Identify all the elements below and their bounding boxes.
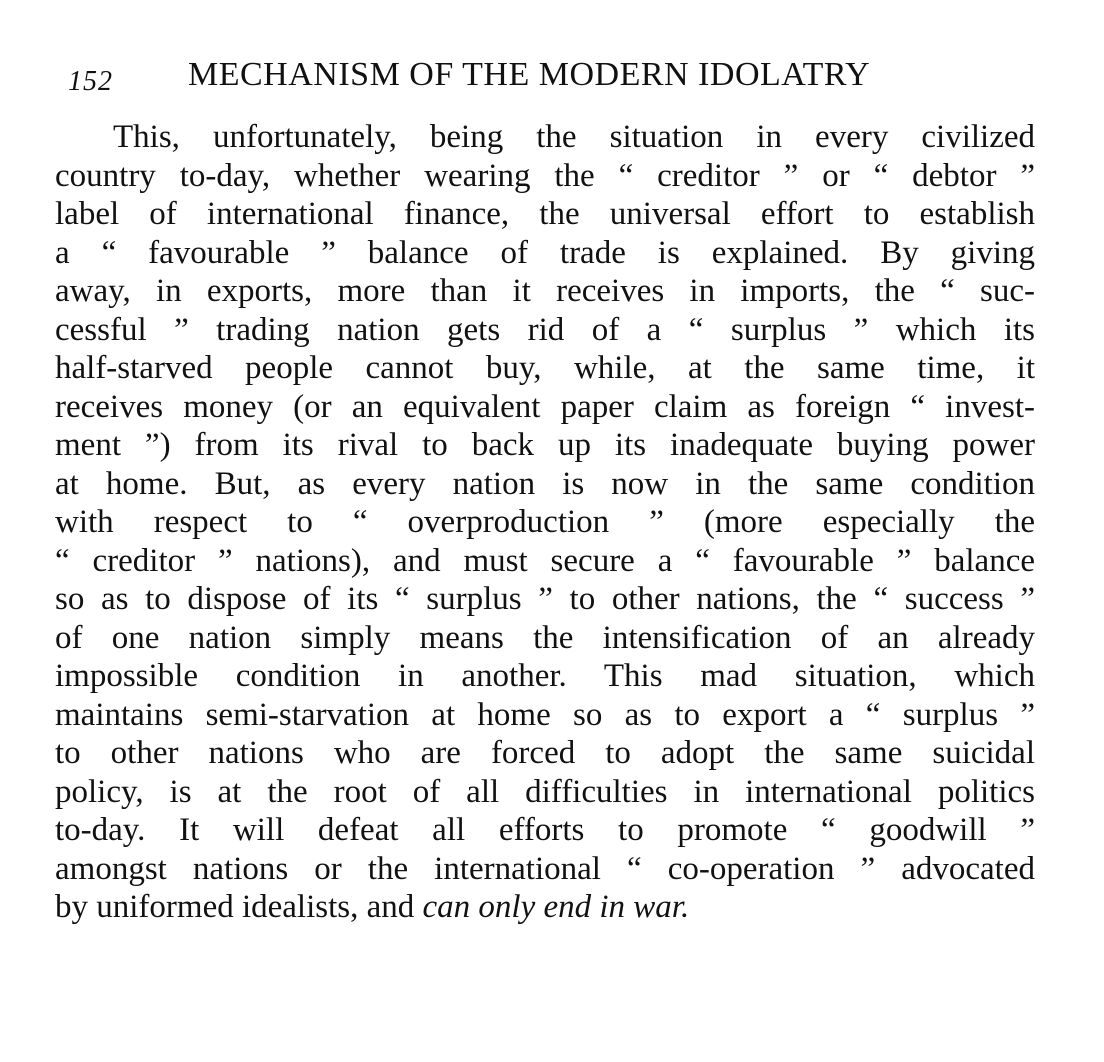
running-title: MECHANISM OF THE MODERN IDOLATRY: [188, 56, 871, 93]
text-line-20: amongst nations or the international “ co-operation ” advocated: [55, 850, 1035, 887]
last-line-roman: by uniformed idealists, and: [55, 889, 423, 925]
text-line-18: policy, is at the root of all difficulties in international politics: [55, 773, 1035, 810]
text-line-7: half-starved people cannot buy, while, at the same time, it: [55, 350, 1035, 386]
last-line-italic: can only end in war.: [422, 889, 690, 925]
text-line-15: impossible condition in another. This mad situation, which: [55, 658, 1035, 694]
text-line-16: maintains semi-starvation at home so as to export a “ surplus ”: [55, 696, 1035, 733]
text-line-19: to-day. It will defeat all efforts to promote “ goodwill ”: [55, 812, 1035, 848]
text-line-14: of one nation simply means the intensification of an already: [55, 619, 1035, 656]
text-line-2: country to-day, whether wearing the “ creditor ” or “ debtor ”: [55, 157, 1035, 194]
text-line-1: This, unfortunately, being the situation in every civilized: [113, 119, 1035, 155]
text-line-12: “ creditor ” nations), and must secure a “ favourable ” balance: [55, 542, 1035, 579]
text-line-5: away, in exports, more than it receives in imports, the “ suc-: [55, 273, 1035, 309]
text-line-13: so as to dispose of its “ surplus ” to other nations, the “ success ”: [55, 581, 1035, 617]
text-line-4: a “ favourable ” balance of trade is explained. By giving: [55, 234, 1035, 271]
text-line-17: to other nations who are forced to adopt the same suicidal: [55, 735, 1035, 771]
text-line-3: label of international finance, the universal effort to establish: [55, 196, 1035, 232]
text-line-9: ment ”) from its rival to back up its inadequate buying power: [55, 427, 1035, 463]
text-line-8: receives money (or an equivalent paper claim as foreign “ invest-: [55, 388, 1035, 425]
text-line-11: with respect to “ overproduction ” (more especially the: [55, 504, 1035, 540]
running-head: [68, 56, 1048, 106]
text-line-6: cessful ” trading nation gets rid of a “ surplus ” which its: [55, 311, 1035, 348]
text-line-21: [55, 888, 1035, 927]
text-line-10: at home. But, as every nation is now in the same condition: [55, 465, 1035, 502]
page-number: 152: [68, 66, 113, 97]
body-paragraph: [55, 118, 1035, 927]
